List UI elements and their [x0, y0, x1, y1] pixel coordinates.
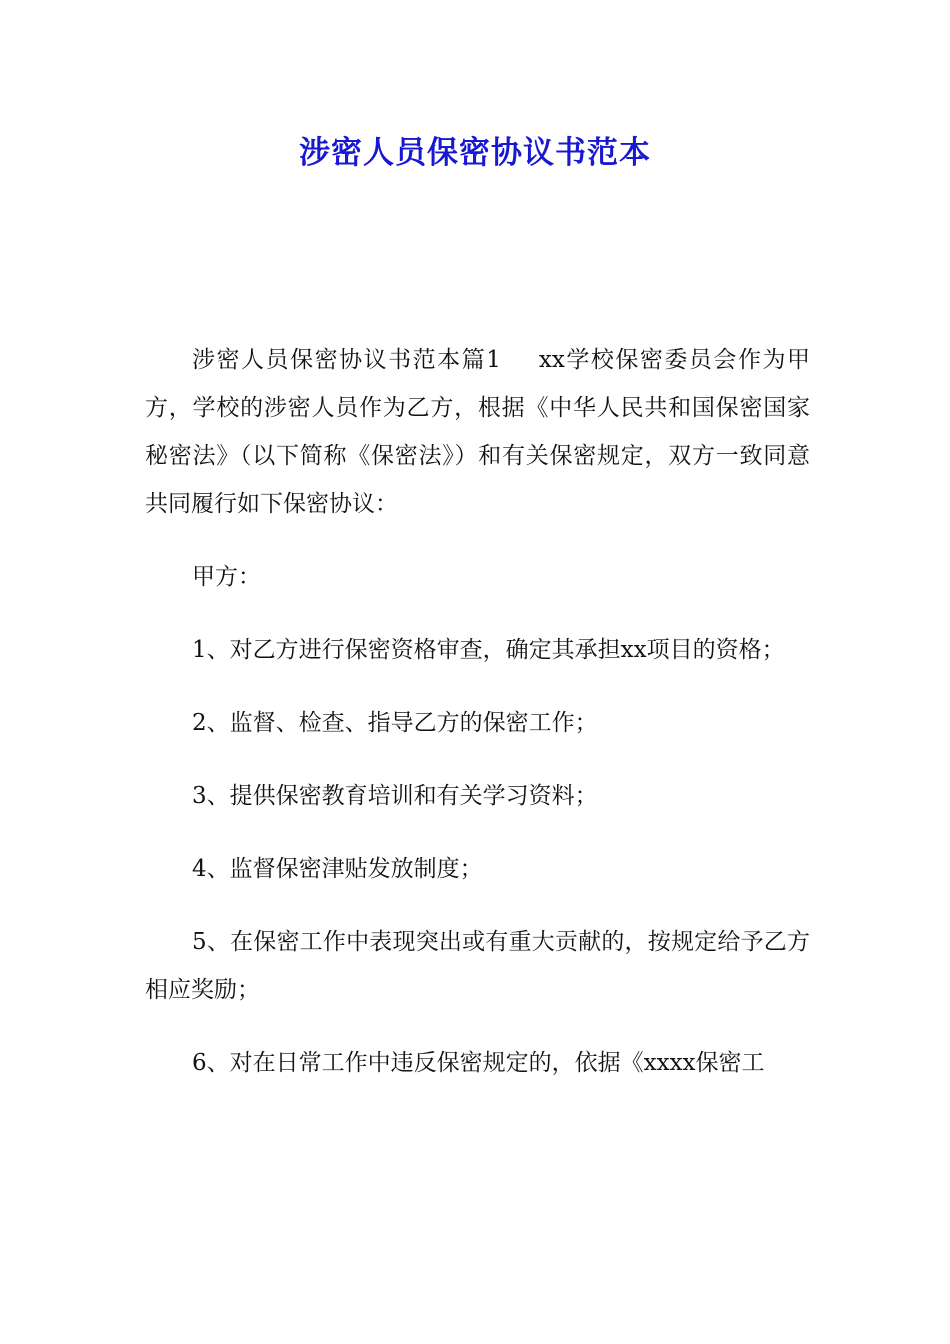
- document-body: [145, 336, 810, 1112]
- intro-paragraph: [145, 336, 810, 528]
- intro-heading: 涉密人员保密协议书范本篇1: [192, 347, 501, 373]
- party-a-label: 甲方：: [192, 564, 261, 590]
- clause-6: 6、对在日常工作中违反保密规定的，依据《xxxx保密工: [192, 1050, 765, 1076]
- document-title: 涉密人员保密协议书范本: [299, 135, 651, 171]
- clause-4: 4、监督保密津贴发放制度；: [192, 856, 483, 882]
- intro-text: xx学校保密委员会作为甲方，学校的涉密人员作为乙方，根据《中华人民共和国保密国家秘密法》（以下简称《保密法》）和有关保密规定，双方一致同意共同履行如下保密协议：: [145, 347, 810, 517]
- clause-5: 5、在保密工作中表现突出或有重大贡献的，按规定给予乙方相应奖励；: [145, 929, 810, 1003]
- clause-2: 2、监督、检查、指导乙方的保密工作；: [192, 710, 598, 736]
- clause-3: 3、提供保密教育培训和有关学习资料；: [192, 783, 598, 809]
- clause-1: 1、对乙方进行保密资格审查，确定其承担xx项目的资格；: [192, 637, 785, 663]
